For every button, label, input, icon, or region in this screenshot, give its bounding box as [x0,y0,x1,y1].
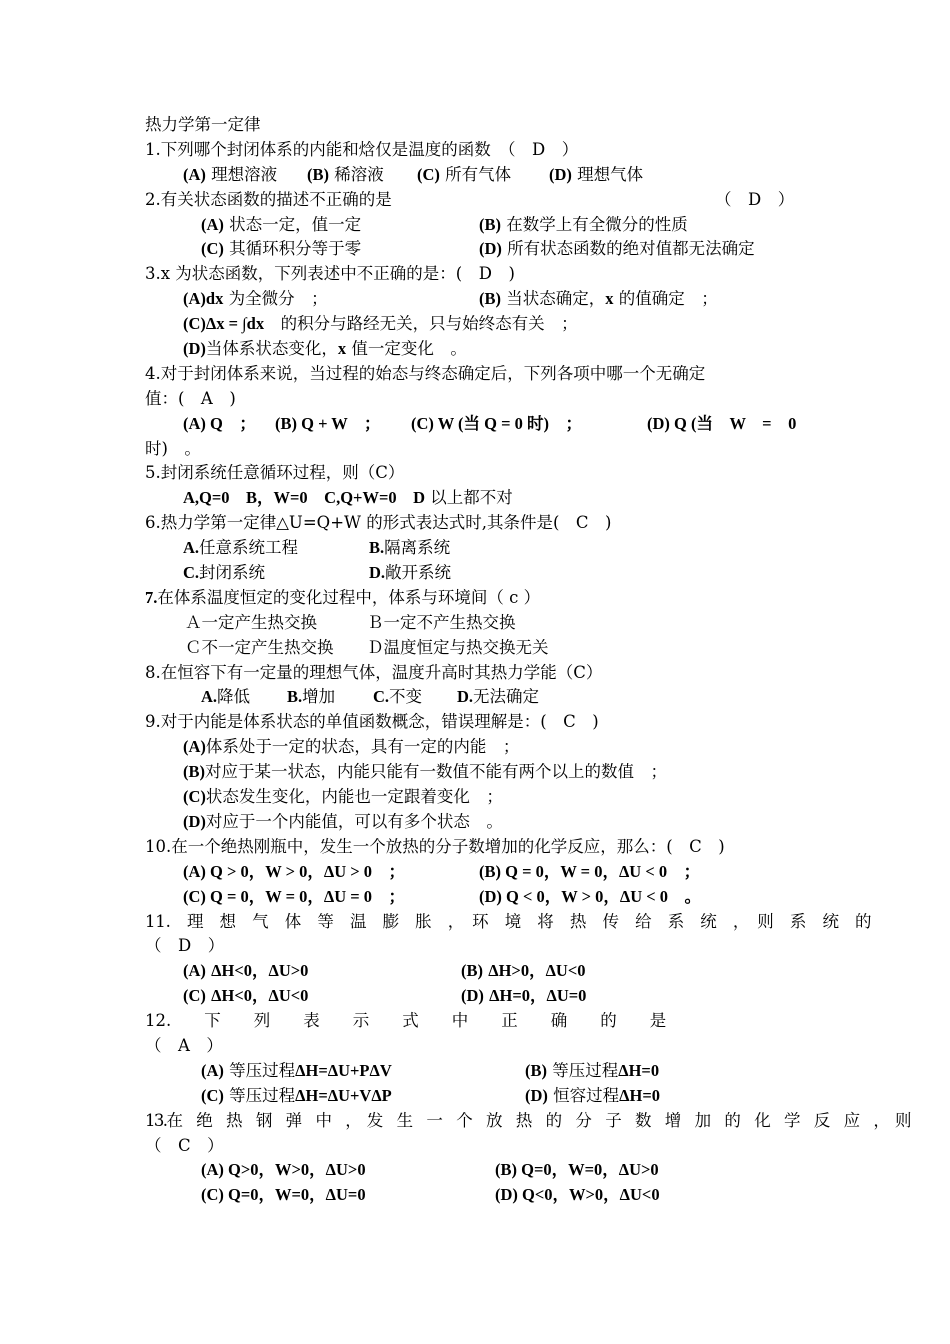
option-b: (B) Q=0，W=0，ΔU>0 [495,1160,659,1180]
option-key: (A) [183,737,206,757]
question-8-options [145,685,807,710]
option-text: 隔离系统 [384,538,451,558]
question-13-options-row2 [145,1183,807,1208]
option-key: (D) [549,164,572,184]
question-3-option-d [145,337,807,362]
question-2-stem [145,188,807,213]
question-6-stem: 6.热力学第一定律△U=Q+W 的形式表达式时,其条件是( C ) [145,513,612,533]
option-text: 所有状态函数的绝对值都无法确定 [507,239,755,259]
question-3-stem: 3.x 为状态函数，下列表述中不正确的是：( D ) [145,264,515,284]
question-1-stem: 1.下列哪个封闭体系的内能和焓仅是温度的函数 （ D ） [145,139,579,159]
option-key: (D) [183,339,206,359]
page-title: 热力学第一定律 [145,115,261,134]
option-text: 当状态确定， [506,289,606,309]
option-text: 理想气体 [577,164,644,184]
option-text: 值一定变化 。 [351,339,467,359]
option-c: (C) Q = 0，W = 0，ΔU = 0 ； [183,886,406,906]
option-formula: ΔH=ΔU+PΔV [295,1060,392,1080]
option-key: (C) [183,986,206,1006]
option-key: (A) [183,164,206,184]
option-text: 的值确定 ； [618,289,718,309]
option-text: 对应于某一状态，内能只能有一数值不能有两个以上的数值 ； [205,762,667,782]
option-text: ΔH=0，ΔU=0 [489,986,587,1006]
option-key: (C) [201,1085,224,1105]
option-list: A,Q=0 B，W=0 C,Q+W=0 D [183,488,426,508]
question-1-options [145,163,807,188]
option-key: (B) [461,961,483,981]
option-a: (A) Q>0，W>0，ΔU>0 [201,1160,366,1180]
option-key: (D) [525,1085,548,1105]
question-4-options [145,412,807,437]
option-formula: x [337,339,347,359]
question-7-options-row2 [145,636,807,661]
question-2-text: 2.有关状态函数的描述不正确的是 [145,189,392,209]
option-text: 状态一定，值一定 [229,214,362,234]
question-9-option-d [145,810,807,835]
option-d: (D) Q (当 W = 0 [647,413,797,433]
question-11-stem-line1: 11. 理 想 气 体 等 温 膨 胀 ， 环 境 将 热 传 给 系 统 ， 则 系 统 的 [145,911,872,931]
question-12-stem-line2: （ A ） [145,1035,223,1055]
option-text: 任意系统工程 [199,538,299,558]
option-key: (C) [201,239,224,259]
option-text: 理想溶液 [211,164,278,184]
question-5-options [145,486,807,511]
option-text: 为全微分 ； [228,289,328,309]
option-key: (A) [201,214,224,234]
option-key: C. [183,563,200,583]
question-7-stem [145,586,807,611]
option-key: C. [373,687,390,707]
option-text: 降低 [217,687,251,707]
option-b: Ｂ一定不产生热交换 [367,612,516,632]
option-formula: dx [205,289,224,309]
option-text: 体系处于一定的状态，具有一定的内能 ； [205,737,520,757]
option-text: 增加 [302,687,336,707]
question-11-options-row2 [145,984,807,1009]
option-a: (A) Q ； [183,413,256,433]
option-key: (D) [479,239,502,259]
option-key: (C) [183,787,206,807]
option-text: 以上都不对 [430,488,513,508]
question-11-stem-line2: （ D ） [145,936,225,956]
option-b: (B) Q + W ； [275,413,381,433]
question-10-stem: 10.在一个绝热刚瓶中，发生一个放热的分子数增加的化学反应，那么：( C ) [145,836,725,856]
question-13-stem-line1: 13.在 绝 热 钢 弹 中 ， 发 生 一 个 放 热 的 分 子 数 增 加 的 化 学 反 应 ， 则 [145,1110,910,1130]
option-c: Ｃ不一定产生热交换 [185,637,334,657]
option-d: Ｄ温度恒定与热交换无关 [367,637,549,657]
option-key: (A) [183,961,206,981]
option-key: D. [369,563,386,583]
document-body [145,113,910,1208]
question-3-options-row1 [145,287,807,312]
option-key: (B) [525,1060,547,1080]
option-key: (A) [201,1060,224,1080]
option-a: Ａ一定产生热交换 [185,612,317,632]
question-9-option-b [145,760,807,785]
option-text: 其循环积分等于零 [229,239,362,259]
option-key: D. [457,687,474,707]
option-text: 的积分与路经无关，只与始终态有关 ； [280,314,578,334]
option-c: (C) Q=0，W=0，ΔU=0 [201,1185,366,1205]
question-2-options-row2 [145,237,807,262]
question-4-stem-line2: 值：( A ) [145,388,236,408]
question-12-options-row2 [145,1084,807,1109]
question-text: 在体系温度恒定的变化过程中，体系与环境间（ c ） [157,587,541,607]
question-5-stem: 5.封闭系统任意循环过程，则（C） [145,463,405,483]
question-2-options-row1 [145,213,807,238]
option-d: (D) Q<0，W>0，ΔU<0 [495,1185,660,1205]
option-key: A. [201,687,218,707]
option-key: (C) [417,164,440,184]
option-text: 等压过程 [229,1085,296,1105]
question-13-options-row1 [145,1158,807,1183]
question-6-options-row1 [145,536,807,561]
option-formula: x [605,289,614,309]
option-key: (B) [479,214,501,234]
option-text: 在数学上有全微分的性质 [506,214,688,234]
question-9-option-a [145,735,807,760]
option-text: 当体系状态变化， [205,339,338,359]
question-12-options-row1 [145,1059,807,1084]
option-key: B. [287,687,303,707]
option-key: (D) [183,811,206,831]
question-12-stem-line1: 12. 下 列 表 示 式 中 正 确 的 是 [145,1011,667,1031]
option-key: (C) [183,314,206,334]
option-key: (B) [183,762,205,782]
option-text: 稀溶液 [334,164,384,184]
option-key: (B) [479,289,501,309]
option-text: 封闭系统 [199,563,266,583]
question-number: 7. [145,587,158,607]
question-9-stem: 9.对于内能是体系状态的单值函数概念，错误理解是：( C ) [145,712,599,732]
option-text: 状态发生变化，内能也一定跟着变化 ； [205,787,503,807]
option-formula: ΔH=0 [618,1060,660,1080]
question-3-option-c [145,312,807,337]
question-6-options-row2 [145,561,807,586]
question-13-stem-line2: （ C ） [145,1135,224,1155]
option-key: (D) [461,986,484,1006]
option-b: (B) Q = 0，W = 0，ΔU < 0 ； [479,861,701,881]
option-a: (A) Q > 0，W > 0，ΔU > 0 ； [183,861,406,881]
option-formula: ΔH=0 [619,1085,660,1105]
option-formula: Δx = ∫dx [205,314,265,334]
option-text: 恒容过程 [553,1085,620,1105]
option-d: (D) Q < 0，W > 0，ΔU < 0 。 [479,886,702,906]
option-text: 等压过程 [229,1060,296,1080]
question-11-options-row1 [145,959,807,984]
question-7-options-row1 [145,611,807,636]
option-text: 所有气体 [445,164,512,184]
option-text: 对应于一个内能值，可以有多个状态 。 [205,811,503,831]
option-key: A. [183,538,200,558]
question-9-option-c [145,785,807,810]
option-text: 敞开系统 [385,563,452,583]
option-text: ΔH<0，ΔU>0 [211,961,309,981]
question-8-stem: 8.在恒容下有一定量的理想气体，温度升高时其热力学能（C） [145,662,603,682]
option-key: (B) [307,164,329,184]
option-text: 等压过程 [552,1060,619,1080]
question-4-tail: 时) 。 [145,438,201,458]
option-formula: ΔH=ΔU+VΔP [295,1085,392,1105]
option-text: 不变 [389,687,423,707]
question-10-options-row1 [145,860,807,885]
option-text: 无法确定 [473,687,540,707]
option-key: (A) [183,289,206,309]
option-text: ΔH<0，ΔU<0 [211,986,309,1006]
option-key: B. [369,538,385,558]
question-4-stem-line1: 4.对于封闭体系来说，当过程的始态与终态确定后，下列各项中哪一个无确定 [145,363,706,383]
option-text: ΔH>0，ΔU<0 [488,961,586,981]
option-c: (C) W (当 Q = 0 时) ； [411,413,583,433]
question-10-options-row2 [145,885,807,910]
question-2-answer: （ D ） [715,189,795,209]
